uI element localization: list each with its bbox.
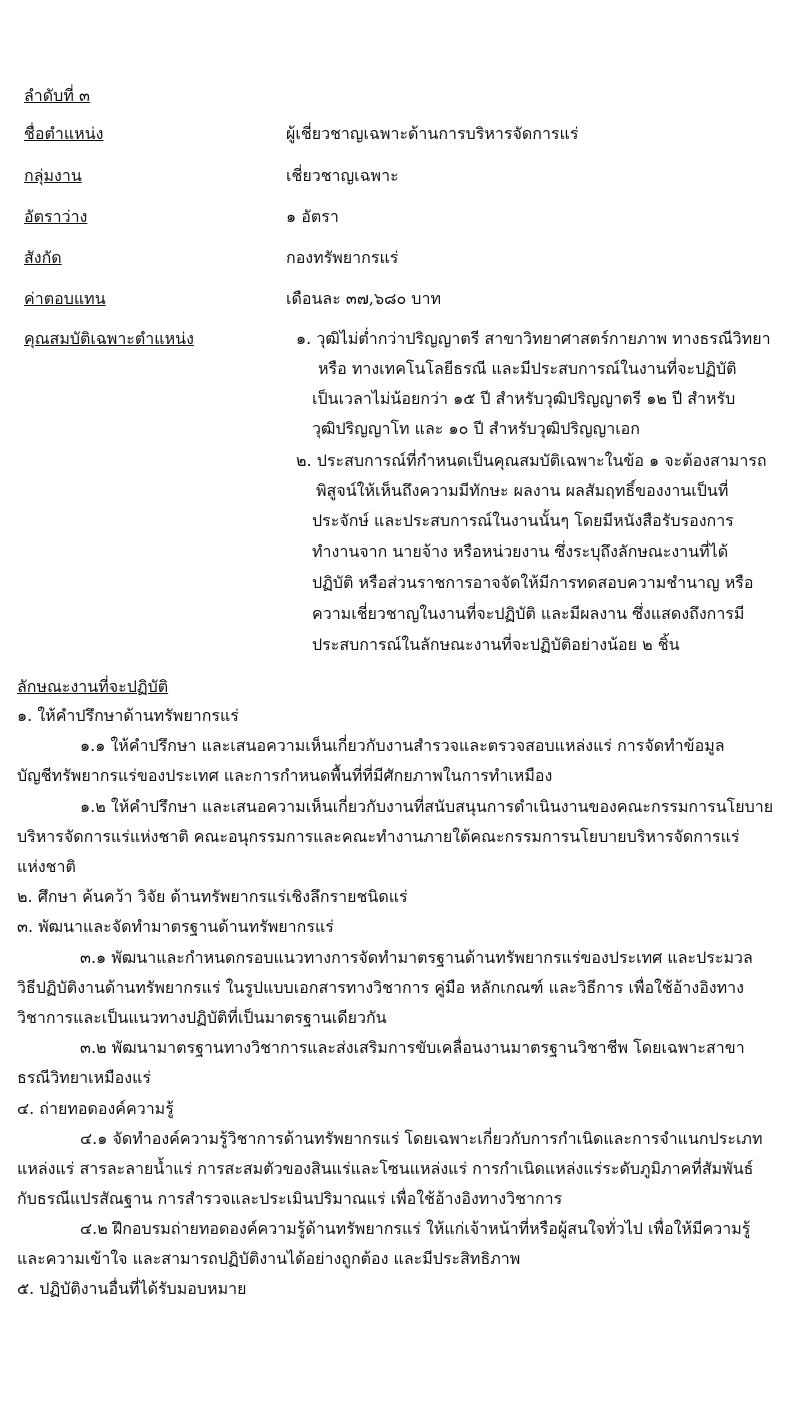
duty-line: ๕. ปฏิบัติงานอื่นที่ได้รับมอบหมาย xyxy=(17,1279,247,1298)
duty-line: ธรณีวิทยาเหมืองแร่ xyxy=(17,1068,151,1087)
qualification-line: ๒. ประสบการณ์ที่กำหนดเป็นคุณสมบัติเฉพาะในข้อ ๑ จะต้องสามารถ xyxy=(296,451,767,470)
qualification-line: ๑. วุฒิไม่ต่ำกว่าปริญญาตรี สาขาวิทยาศาสตร์กายภาพ ทางธรณีวิทยา xyxy=(296,329,771,348)
duty-line: บริหารจัดการแร่แห่งชาติ คณะอนุกรรมการและคณะทำงานภายใต้คณะกรรมการนโยบายบริหารจัดการแร่ xyxy=(17,827,740,846)
department-value: กองทรัพยากรแร่ xyxy=(286,248,399,267)
qualification-line: ความเชี่ยวชาญในงานที่จะปฏิบัติ และมีผลงาน ซึ่งแสดงถึงการมี xyxy=(312,604,745,623)
order-number: ลำดับที่ ๓ xyxy=(24,86,90,105)
salary-label: ค่าตอบแทน xyxy=(24,289,106,308)
qualification-line: ปฏิบัติ หรือส่วนราชการอาจจัดให้มีการทดสอบความชำนาญ หรือ xyxy=(312,573,754,592)
duty-line: ๒. ศึกษา ค้นคว้า วิจัย ด้านทรัพยากรแร่เชิงลึกรายชนิดแร่ xyxy=(17,887,408,906)
qualification-line: เป็นเวลาไม่น้อยกว่า ๑๕ ปี สำหรับวุฒิปริญญาตรี ๑๒ ปี สำหรับ xyxy=(312,389,736,408)
job-group-label: กลุ่มงาน xyxy=(24,166,82,185)
duty-line: ๑. ให้คำปรึกษาด้านทรัพยากรแร่ xyxy=(17,706,239,725)
qualification-line: ทำงานจาก นายจ้าง หรือหน่วยงาน ซึ่งระบุถึงลักษณะงานที่ได้ xyxy=(312,542,729,561)
qualification-line: ประจักษ์ และประสบการณ์ในงานนั้นๆ โดยมีหนังสือรับรองการ xyxy=(312,511,734,530)
qualification-line: ประสบการณ์ในลักษณะงานที่จะปฏิบัติอย่างน้อย ๒ ชิ้น xyxy=(312,635,680,654)
position-title-label: ชื่อตำแหน่ง xyxy=(24,124,104,143)
duty-line: บัญชีทรัพยากรแร่ของประเทศ และการกำหนดพื้นที่ที่มีศักยภาพในการทำเหมือง xyxy=(17,766,553,785)
duty-line: ๔.๒ ฝึกอบรมถ่ายทอดองค์ความรู้ด้านทรัพยากรแร่ ให้แก่เจ้าหน้าที่หรือผู้สนใจทั่วไป เพื่อให้มีความรู้ xyxy=(80,1219,751,1238)
duty-line: แห่งชาติ xyxy=(17,857,76,876)
duty-line: ๑.๑ ให้คำปรึกษา และเสนอความเห็นเกี่ยวกับงานสำรวจและตรวจสอบแหล่งแร่ การจัดทำข้อมูล xyxy=(80,736,725,755)
duty-line: ๑.๒ ให้คำปรึกษา และเสนอความเห็นเกี่ยวกับงานที่สนับสนุนการดำเนินงานของคณะกรรมการนโยบาย xyxy=(80,797,774,816)
job-group-value: เชี่ยวชาญเฉพาะ xyxy=(286,166,399,185)
position-title-value: ผู้เชี่ยวชาญเฉพาะด้านการบริหารจัดการแร่ xyxy=(286,124,579,143)
duty-line: วิธีปฏิบัติงานด้านทรัพยากรแร่ ในรูปแบบเอกสารทางวิชาการ คู่มือ หลักเกณฑ์ และวิธีการ เพื่อใช้อ้างอิงทาง xyxy=(17,978,744,997)
duties-title: ลักษณะงานที่จะปฏิบัติ xyxy=(17,677,169,696)
department-label: สังกัด xyxy=(24,248,62,267)
qualifications-label: คุณสมบัติเฉพาะตำแหน่ง xyxy=(24,329,194,348)
duty-line: ๔. ถ่ายทอดองค์ความรู้ xyxy=(17,1099,174,1118)
duty-line: ๓.๑ พัฒนาและกำหนดกรอบแนวทางการจัดทำมาตรฐานด้านทรัพยากรแร่ของประเทศ และประมวล xyxy=(80,948,753,967)
duty-line: ๔.๑ จัดทำองค์ความรู้วิชาการด้านทรัพยากรแร่ โดยเฉพาะเกี่ยวกับการกำเนิดและการจำแนกประเภท xyxy=(80,1129,763,1148)
salary-value: เดือนละ ๓๗,๖๘๐ บาท xyxy=(286,289,441,308)
qualification-line: วุฒิปริญญาโท และ ๑๐ ปี สำหรับวุฒิปริญญาเอก xyxy=(312,419,640,438)
duty-line: กับธรณีแปรสัณฐาน การสำรวจและประเมินปริมาณแร่ เพื่อใช้อ้างอิงทางวิชาการ xyxy=(17,1189,563,1208)
qualification-line: พิสูจน์ให้เห็นถึงความมีทักษะ ผลงาน ผลสัมฤทธิ์ของงานเป็นที่ xyxy=(316,481,729,500)
duty-line: วิชาการและเป็นแนวทางปฏิบัติที่เป็นมาตรฐานเดียวกัน xyxy=(17,1008,387,1027)
duty-line: ๓.๒ พัฒนามาตรฐานทางวิชาการและส่งเสริมการขับเคลื่อนงานมาตรฐานวิชาชีพ โดยเฉพาะสาขา xyxy=(80,1038,745,1057)
duty-line: แหล่งแร่ สารละลายน้ำแร่ การสะสมตัวของสินแร่และโซนแหล่งแร่ การกำเนิดแหล่งแร่ระดับภูมิภาคที่สัมพันธ์ xyxy=(17,1159,754,1178)
vacancy-value: ๑ อัตรา xyxy=(286,207,339,226)
duty-line: และความเข้าใจ และสามารถปฏิบัติงานได้อย่างถูกต้อง และมีประสิทธิภาพ xyxy=(17,1249,521,1268)
duty-line: ๓. พัฒนาและจัดทำมาตรฐานด้านทรัพยากรแร่ xyxy=(17,917,334,936)
qualification-line: หรือ ทางเทคโนโลยีธรณี และมีประสบการณ์ในงานที่จะปฏิบัติ xyxy=(318,359,737,378)
vacancy-label: อัตราว่าง xyxy=(24,207,88,226)
